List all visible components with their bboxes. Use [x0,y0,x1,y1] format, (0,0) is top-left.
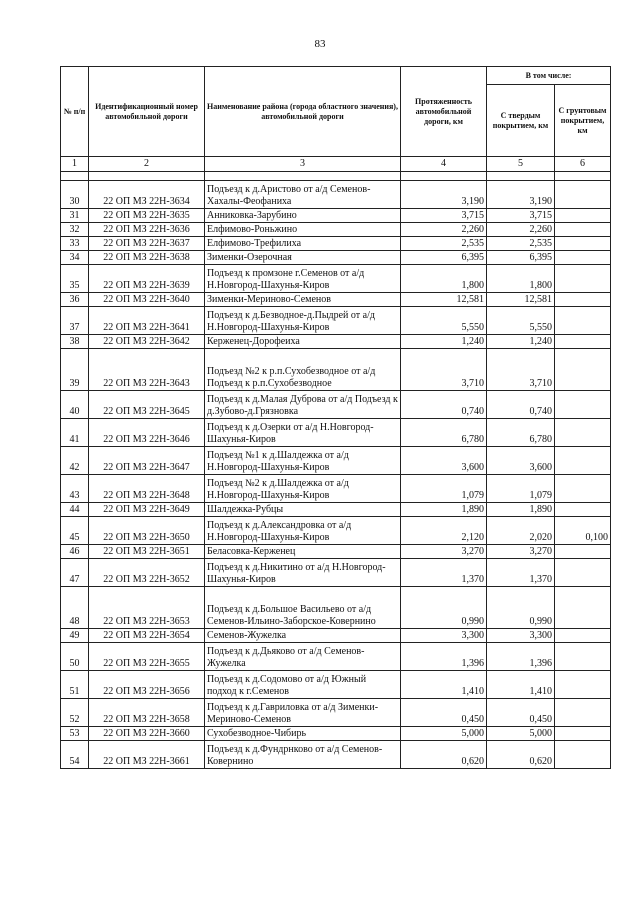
row-number: 43 [61,475,89,503]
column-number: 6 [555,157,611,172]
road-length: 1,410 [401,671,487,699]
road-name: Подъезд к д.Безводное-д.Пыдрей от а/д Н.Новгород-Шахунья-Киров [205,307,401,335]
table-row [61,293,611,307]
row-number: 46 [61,545,89,559]
road-id: 22 ОП МЗ 22Н-3641 [89,307,205,335]
hard-surface-length: 1,079 [487,475,555,503]
road-name: Подъезд к д.Озерки от а/д Н.Новгород-Шахунья-Киров [205,419,401,447]
table-row [61,517,611,545]
header-name: Наименование района (города областного значения), автомобильной дороги [205,67,401,157]
road-name: Подъезд к д.Большое Васильево от а/д Семенов-Ильино-Заборское-Ковернино [205,587,401,629]
road-length: 2,120 [401,517,487,545]
soil-surface-length: 0,100 [555,517,611,545]
road-length: 3,600 [401,447,487,475]
spacer-row [61,172,611,181]
soil-surface-length [555,741,611,769]
soil-surface-length [555,335,611,349]
hard-surface-length: 5,550 [487,307,555,335]
hard-surface-length: 12,581 [487,293,555,307]
road-length: 1,800 [401,265,487,293]
road-name: Подъезд к д.Аристово от а/д Семенов-Хахалы-Феофаниха [205,181,401,209]
table-row [61,545,611,559]
row-number: 30 [61,181,89,209]
road-length: 12,581 [401,293,487,307]
road-id: 22 ОП МЗ 22Н-3638 [89,251,205,265]
row-number: 45 [61,517,89,545]
road-name: Зименки-Озерочная [205,251,401,265]
road-name: Семенов-Жужелка [205,629,401,643]
soil-surface-length [555,293,611,307]
hard-surface-length: 3,710 [487,349,555,391]
road-length: 3,715 [401,209,487,223]
road-id: 22 ОП МЗ 22Н-3635 [89,209,205,223]
hard-surface-length: 3,715 [487,209,555,223]
hard-surface-length: 1,890 [487,503,555,517]
column-numbers-row [61,157,611,172]
hard-surface-length: 2,535 [487,237,555,251]
road-name: Елфимово-Трефилиха [205,237,401,251]
soil-surface-length [555,671,611,699]
table-header [61,67,611,157]
road-name: Подъезд к д.Гавриловка от а/д Зименки-Мериново-Семенов [205,699,401,727]
table-row [61,181,611,209]
table-row [61,699,611,727]
header-including: В том числе: [487,67,611,85]
table-row [61,237,611,251]
road-name: Подъезд к д.Александровка от а/д Н.Новгород-Шахунья-Киров [205,517,401,545]
road-id: 22 ОП МЗ 22Н-3658 [89,699,205,727]
hard-surface-length: 1,800 [487,265,555,293]
row-number: 33 [61,237,89,251]
road-id: 22 ОП МЗ 22Н-3661 [89,741,205,769]
row-number: 53 [61,727,89,741]
table-row [61,741,611,769]
soil-surface-length [555,237,611,251]
hard-surface-length: 0,740 [487,391,555,419]
road-id: 22 ОП МЗ 22Н-3639 [89,265,205,293]
column-number: 3 [205,157,401,172]
hard-surface-length: 1,370 [487,559,555,587]
road-name: Подъезд №1 к д.Шалдежка от а/д Н.Новгород-Шахунья-Киров [205,447,401,475]
row-number: 35 [61,265,89,293]
row-number: 37 [61,307,89,335]
row-number: 54 [61,741,89,769]
road-id: 22 ОП МЗ 22Н-3642 [89,335,205,349]
soil-surface-length [555,223,611,237]
table-row [61,503,611,517]
row-number: 39 [61,349,89,391]
soil-surface-length [555,643,611,671]
road-name: Подъезд к д.Содомово от а/д Южный подход к г.Семенов [205,671,401,699]
soil-surface-length [555,629,611,643]
row-number: 48 [61,587,89,629]
table-row [61,209,611,223]
road-id: 22 ОП МЗ 22Н-3636 [89,223,205,237]
road-name: Зименки-Мериново-Семенов [205,293,401,307]
hard-surface-length: 0,620 [487,741,555,769]
table-row [61,629,611,643]
table-body [61,157,611,769]
road-length: 2,535 [401,237,487,251]
road-length: 0,990 [401,587,487,629]
table-row [61,223,611,237]
table-row [61,419,611,447]
soil-surface-length [555,727,611,741]
road-length: 6,780 [401,419,487,447]
soil-surface-length [555,419,611,447]
hard-surface-length: 1,240 [487,335,555,349]
table-row [61,559,611,587]
hard-surface-length: 2,020 [487,517,555,545]
road-length: 3,710 [401,349,487,391]
hard-surface-length: 0,450 [487,699,555,727]
road-length: 1,079 [401,475,487,503]
road-id: 22 ОП МЗ 22Н-3660 [89,727,205,741]
road-id: 22 ОП МЗ 22Н-3643 [89,349,205,391]
table-row [61,251,611,265]
row-number: 36 [61,293,89,307]
road-id: 22 ОП МЗ 22Н-3648 [89,475,205,503]
road-length: 0,450 [401,699,487,727]
road-id: 22 ОП МЗ 22Н-3645 [89,391,205,419]
road-length: 0,620 [401,741,487,769]
table-row [61,447,611,475]
road-length: 6,395 [401,251,487,265]
hard-surface-length: 3,190 [487,181,555,209]
hard-surface-length: 0,990 [487,587,555,629]
soil-surface-length [555,559,611,587]
road-name: Подъезд к д.Дьяково от а/д Семенов-Жужелка [205,643,401,671]
road-length: 1,370 [401,559,487,587]
road-id: 22 ОП МЗ 22Н-3640 [89,293,205,307]
soil-surface-length [555,475,611,503]
road-id: 22 ОП МЗ 22Н-3654 [89,629,205,643]
soil-surface-length [555,181,611,209]
road-name: Керженец-Дорофеиха [205,335,401,349]
road-id: 22 ОП МЗ 22Н-3651 [89,545,205,559]
table-row [61,643,611,671]
road-name: Подъезд к д.Никитино от а/д Н.Новгород-Шахунья-Киров [205,559,401,587]
table-row [61,475,611,503]
road-length: 2,260 [401,223,487,237]
hard-surface-length: 1,410 [487,671,555,699]
road-length: 3,270 [401,545,487,559]
row-number: 40 [61,391,89,419]
row-number: 32 [61,223,89,237]
road-name: Подъезд к д.Малая Дуброва от а/д Подъезд к д.Зубово-д.Грязновка [205,391,401,419]
road-length: 5,550 [401,307,487,335]
hard-surface-length: 3,600 [487,447,555,475]
table-row [61,727,611,741]
road-name: Подъезд к д.Фундрнково от а/д Семенов-Ковернино [205,741,401,769]
hard-surface-length: 6,780 [487,419,555,447]
row-number: 38 [61,335,89,349]
row-number: 34 [61,251,89,265]
hard-surface-length: 3,300 [487,629,555,643]
road-length: 5,000 [401,727,487,741]
soil-surface-length [555,251,611,265]
row-number: 52 [61,699,89,727]
road-id: 22 ОП МЗ 22Н-3652 [89,559,205,587]
header-id: Идентификационный номер автомобильной дороги [89,67,205,157]
road-length: 1,240 [401,335,487,349]
soil-surface-length [555,307,611,335]
road-id: 22 ОП МЗ 22Н-3634 [89,181,205,209]
soil-surface-length [555,447,611,475]
table-row [61,265,611,293]
road-name: Шалдежка-Рубцы [205,503,401,517]
column-number: 2 [89,157,205,172]
road-length: 1,396 [401,643,487,671]
soil-surface-length [555,503,611,517]
page-number: 83 [314,38,326,50]
table-row [61,391,611,419]
row-number: 47 [61,559,89,587]
soil-surface-length [555,209,611,223]
row-number: 49 [61,629,89,643]
hard-surface-length: 5,000 [487,727,555,741]
road-length: 3,190 [401,181,487,209]
header-hard-surface: С твердым покрытием, км [487,85,555,157]
table-row [61,587,611,629]
road-id: 22 ОП МЗ 22Н-3649 [89,503,205,517]
table-row [61,335,611,349]
hard-surface-length: 6,395 [487,251,555,265]
road-name: Подъезд №2 к р.п.Сухобезводное от а/д Подъезд к р.п.Сухобезводное [205,349,401,391]
row-number: 41 [61,419,89,447]
row-number: 51 [61,671,89,699]
road-name: Подъезд к промзоне г.Семенов от а/д Н.Новгород-Шахунья-Киров [205,265,401,293]
soil-surface-length [555,349,611,391]
table-row [61,671,611,699]
row-number: 31 [61,209,89,223]
road-name: Сухобезводное-Чибирь [205,727,401,741]
road-id: 22 ОП МЗ 22Н-3647 [89,447,205,475]
road-name: Елфимово-Роньжино [205,223,401,237]
soil-surface-length [555,587,611,629]
table-row [61,307,611,335]
hard-surface-length: 2,260 [487,223,555,237]
soil-surface-length [555,545,611,559]
header-num: № п/п [61,67,89,157]
road-id: 22 ОП МЗ 22Н-3650 [89,517,205,545]
hard-surface-length: 3,270 [487,545,555,559]
row-number: 42 [61,447,89,475]
road-name: Анниковка-Зарубино [205,209,401,223]
row-number: 44 [61,503,89,517]
row-number: 50 [61,643,89,671]
road-length: 3,300 [401,629,487,643]
road-name: Подъезд №2 к д.Шалдежка от а/д Н.Новгород-Шахунья-Киров [205,475,401,503]
soil-surface-length [555,265,611,293]
soil-surface-length [555,699,611,727]
road-id: 22 ОП МЗ 22Н-3653 [89,587,205,629]
header-length: Протяженность автомобильной дороги, км [401,67,487,157]
soil-surface-length [555,391,611,419]
road-length: 0,740 [401,391,487,419]
header-soil-surface: С грунтовым покрытием, км [555,85,611,157]
column-number: 4 [401,157,487,172]
roads-table [60,66,611,769]
column-number: 5 [487,157,555,172]
road-id: 22 ОП МЗ 22Н-3637 [89,237,205,251]
road-length: 1,890 [401,503,487,517]
road-id: 22 ОП МЗ 22Н-3646 [89,419,205,447]
road-id: 22 ОП МЗ 22Н-3656 [89,671,205,699]
road-name: Беласовка-Керженец [205,545,401,559]
road-id: 22 ОП МЗ 22Н-3655 [89,643,205,671]
table-row [61,349,611,391]
column-number: 1 [61,157,89,172]
hard-surface-length: 1,396 [487,643,555,671]
